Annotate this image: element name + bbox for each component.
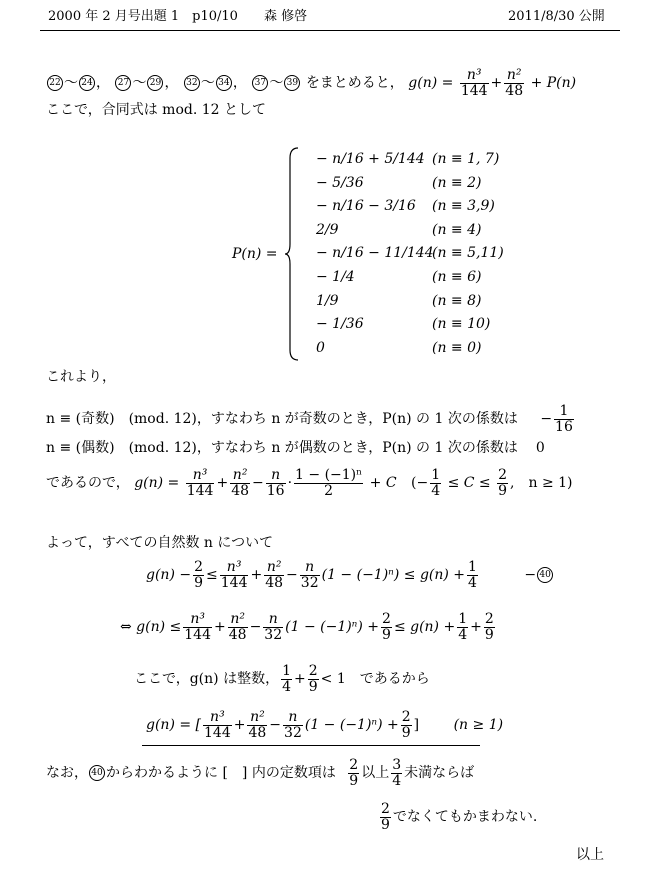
piecewise-expr: 0 [316, 339, 325, 356]
piecewise-cond: (n ≡ 8) [432, 292, 482, 309]
inequality-equiv: ⇔ g(n) ≤ $\frac{\text{n³}}{144}$ + $\frac{\text{n²}}{48}$ − $\frac{n}{32}$ (1 − (−1)ⁿ) + $\frac{2}{9}$ ≤ g(n) + $\frac{1}{4}$ + $\frac{2}{9}$ [120, 611, 494, 643]
piecewise-expr: − 1/4 [316, 269, 355, 285]
brace-icon [284, 146, 300, 362]
piecewise-expr: − n/16 − 11/144 [316, 245, 434, 262]
note-line-2: $\frac{2}{9}$ でなくてもかまわない. [381, 801, 538, 833]
piecewise-cond: (n ≡ 10) [432, 316, 491, 333]
ref-badge: 27 [115, 75, 131, 91]
piecewise-cond: (n ≡ 1, 7) [432, 151, 500, 167]
piecewise-expr: − 5/36 [316, 174, 364, 191]
ref-badge: 22 [47, 75, 63, 91]
header-rule [40, 30, 620, 31]
mod-line: ここで，合同式は mod. 12 として [46, 102, 267, 118]
final-formula: g(n) = [ $\frac{\text{n³}}{144}$ + $\frac{\text{n²}}{48}$ − $\frac{n}{32}$ (1 − (−1)ⁿ) + $\frac{2}{9}$ ] (n ≥ 1) [146, 709, 504, 741]
korera-line: これより， [46, 369, 116, 385]
inequality-40: g(n) − $\frac{2}{9}$ ≤ $\frac{\text{n³}}{144}$ + $\frac{\text{n²}}{48}$ − $\frac{n}{32}$ (1 − (−1)ⁿ) ≤ g(n) + $\frac{1}{4}$ − 40 [146, 560, 554, 590]
piecewise-expr: − 1/36 [316, 316, 364, 333]
ref-badge: 40 [537, 567, 553, 583]
piecewise-label: P(n) = [232, 246, 278, 262]
final-underline [142, 745, 480, 746]
odd-line: n ≡ (奇数) (mod. 12)，すなわち n が奇数のとき，P(n) の 1 次の係数は − $\frac{1}{16}$ [46, 403, 573, 435]
summary-text: をまとめると， [305, 75, 404, 92]
piecewise-cond: (n ≡ 5,11) [432, 245, 504, 262]
ref-badge: 29 [147, 75, 163, 91]
note-line: なお， 40 からわかるように [ ] 内の定数項は $\frac{2}{9}$ 以上 $\frac{3}{4}$ 未満ならば [46, 757, 475, 789]
yotte-line: よって，すべての自然数 n について [46, 535, 274, 551]
summary-line: 22 〜 24 ， 27 〜 29 ， 32 〜 34 ， 37 〜 39 をまとめると， g(n) = $\frac{\text{n³}}{144}$ + $\frac{\text{n²}}{48}$ + P(n) [46, 68, 576, 98]
even-line: n ≡ (偶数) (mod. 12)，すなわち n が偶数のとき，P(n) の 1 次の係数は 0 [46, 440, 545, 456]
ref-badge: 32 [184, 75, 200, 91]
piecewise-cond: (n ≡ 6) [432, 269, 482, 285]
header-right: 2011/8/30 公開 [508, 9, 605, 24]
piecewise-cond: (n ≡ 4) [432, 221, 482, 238]
header-left: 2000 年 2 月号出題 1 p10/10 森 修啓 [48, 9, 308, 24]
ref-badge: 40 [89, 765, 105, 781]
piecewise-expr: − n/16 − 3/16 [316, 198, 416, 215]
end-mark: 以上 [576, 847, 604, 863]
ref-badge: 34 [216, 75, 232, 91]
integer-note: ここで，g(n) は整数， $\frac{1}{4}$ + $\frac{2}{9}$ < 1 であるから [134, 663, 430, 695]
piecewise-expr: 2/9 [316, 221, 339, 238]
piecewise-expr: − n/16 + 5/144 [316, 151, 425, 167]
g-formula-line: であるので， g(n) = $\frac{\text{n³}}{144}$ + $\frac{\text{n²}}{48}$ − $\frac{n}{16}$ · $\frac{\text{1 − (−1)ⁿ}}{2}$ + C (− $\frac{1}{4}$ ≤ C ≤ $\frac{2}{9}$ , n ≥ 1) [46, 467, 573, 499]
piecewise-expr: 1/9 [316, 292, 339, 309]
ref-badge: 24 [79, 75, 95, 91]
ref-badge: 37 [252, 75, 268, 91]
piecewise-cond: (n ≡ 0) [432, 339, 482, 356]
piecewise-cond: (n ≡ 3,9) [432, 198, 495, 215]
ref-badge: 39 [284, 75, 300, 91]
piecewise-cond: (n ≡ 2) [432, 174, 482, 191]
g-expr: g(n) = [408, 75, 454, 92]
